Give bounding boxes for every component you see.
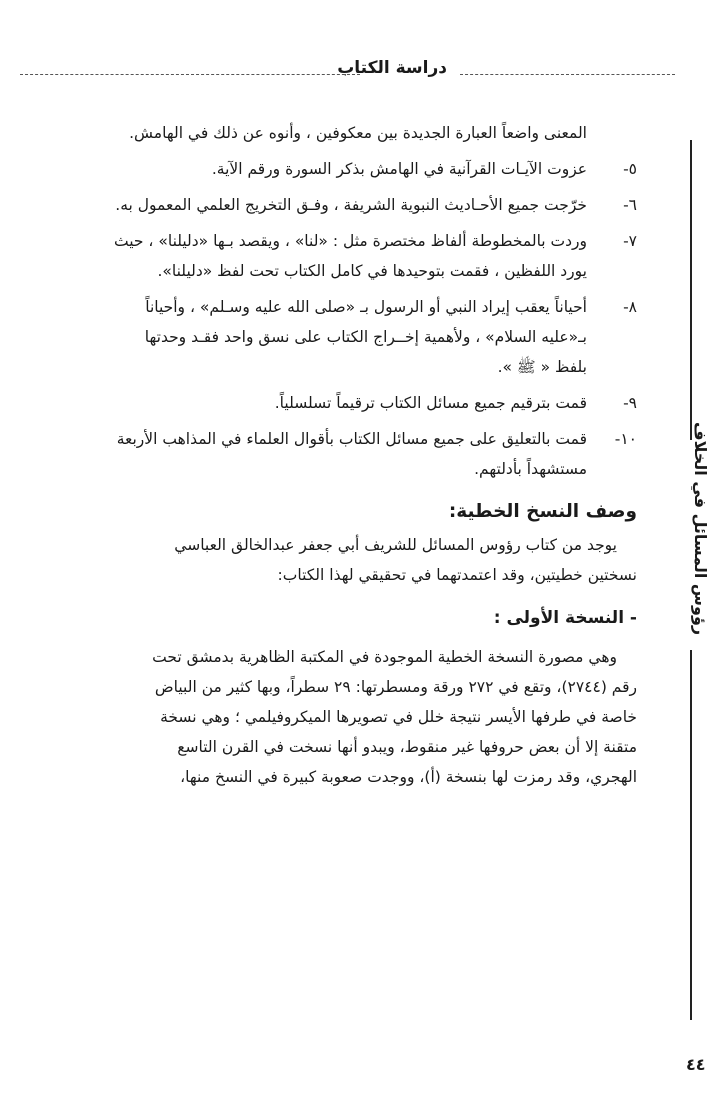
list-item-number: ٨-: [623, 298, 637, 316]
list-item-text: بـ«عليه السلام» ، ولأهمية إخــراج الكتاب على نسق واحد فقـد وحدتها: [144, 328, 587, 346]
list-item-8: [47, 292, 637, 382]
list-item-9: [47, 388, 637, 418]
paragraph-line: الهجري، وقد رمزت لها بنسخة (أ)، ووجدت صعوبة كبيرة في النسخ منها،: [180, 768, 637, 786]
list-item-text: خرّجت جميع الأحـاديث النبوية الشريفة ، وفـق التخريج العلمي المعمول به.: [115, 196, 587, 214]
list-item-text: عزوت الآيـات القرآنية في الهامش بذكر السورة ورقم الآية.: [211, 160, 587, 178]
list-item-text: بلفظ « ﷺ ».: [497, 358, 587, 376]
header-rule-left: [20, 74, 360, 75]
list-item-text: أحياناً يعقب إيراد النبي أو الرسول بـ «صلى الله عليه وسـلم» ، وأحياناً: [145, 298, 587, 316]
running-header: [20, 60, 675, 82]
list-item-text: قمت بالتعليق على جميع مسائل الكتاب بأقوال العلماء في المذاهب الأربعة: [116, 430, 587, 448]
list-item-6: [47, 190, 637, 220]
paragraph-line: متقنة إلا أن بعض حروفها غير منقوط، ويبدو أنها نسخت في القرن التاسع: [177, 738, 637, 756]
side-title: رؤوس المسائل في الخلاف: [691, 421, 710, 635]
list-item-number: ٥-: [623, 160, 637, 178]
list-item-5: [47, 154, 637, 184]
section-heading: وصف النسخ الخطية:: [448, 501, 637, 522]
intro-line: المعنى واضعاً العبارة الجديدة بين معكوفين ، وأنوه عن ذلك في الهامش.: [129, 124, 587, 142]
list-item-text: يورد اللفظين ، فقمت بتوحيدها في كامل الكتاب تحت لفظ «دليلنا».: [157, 262, 587, 280]
list-item-10: [47, 424, 637, 484]
page-body: [47, 118, 637, 792]
paragraph-line: رقم (٢٧٤٤)، وتقع في ٢٧٢ ورقة ومسطرتها: ٢٩ سطراً، وبها كثير من البياض: [154, 678, 637, 696]
list-item-number: ١٠-: [614, 430, 637, 448]
list-item-7: [47, 226, 637, 286]
list-item-text: مستشهداً بأدلتهم.: [474, 460, 587, 478]
header-rule-right: [460, 74, 675, 75]
paragraph-line: يوجد من كتاب رؤوس المسائل للشريف أبي جعفر عبدالخالق العباسي: [174, 536, 617, 554]
list-item-number: ٩-: [623, 394, 637, 412]
paragraph-line: نسختين خطيتين، وقد اعتمدتهما في تحقيقي لهذا الكتاب:: [277, 566, 637, 584]
list-item-text: قمت بترقيم جميع مسائل الكتاب ترقيماً تسلسلياً.: [274, 394, 587, 412]
list-item-number: ٦-: [623, 196, 637, 214]
page-number: ٤٤: [686, 1055, 706, 1074]
paragraph-line: وهي مصورة النسخة الخطية الموجودة في المكتبة الظاهرية بدمشق تحت: [152, 648, 617, 666]
subsection-heading: - النسخة الأولى :: [493, 608, 637, 628]
side-rule-bottom: [690, 650, 692, 1020]
side-rule-top: [690, 140, 692, 440]
list-item-text: وردت بالمخطوطة ألفاظ مختصرة مثل : «لنا» ، ويقصد بـها «دليلنا» ، حيث: [114, 232, 587, 250]
list-item-number: ٧-: [623, 232, 637, 250]
header-title: دراسة الكتاب: [337, 58, 447, 78]
paragraph-line: خاصة في طرفها الأيسر نتيجة خلل في تصويرها الميكروفيلمي ؛ وهي نسخة: [160, 708, 637, 726]
